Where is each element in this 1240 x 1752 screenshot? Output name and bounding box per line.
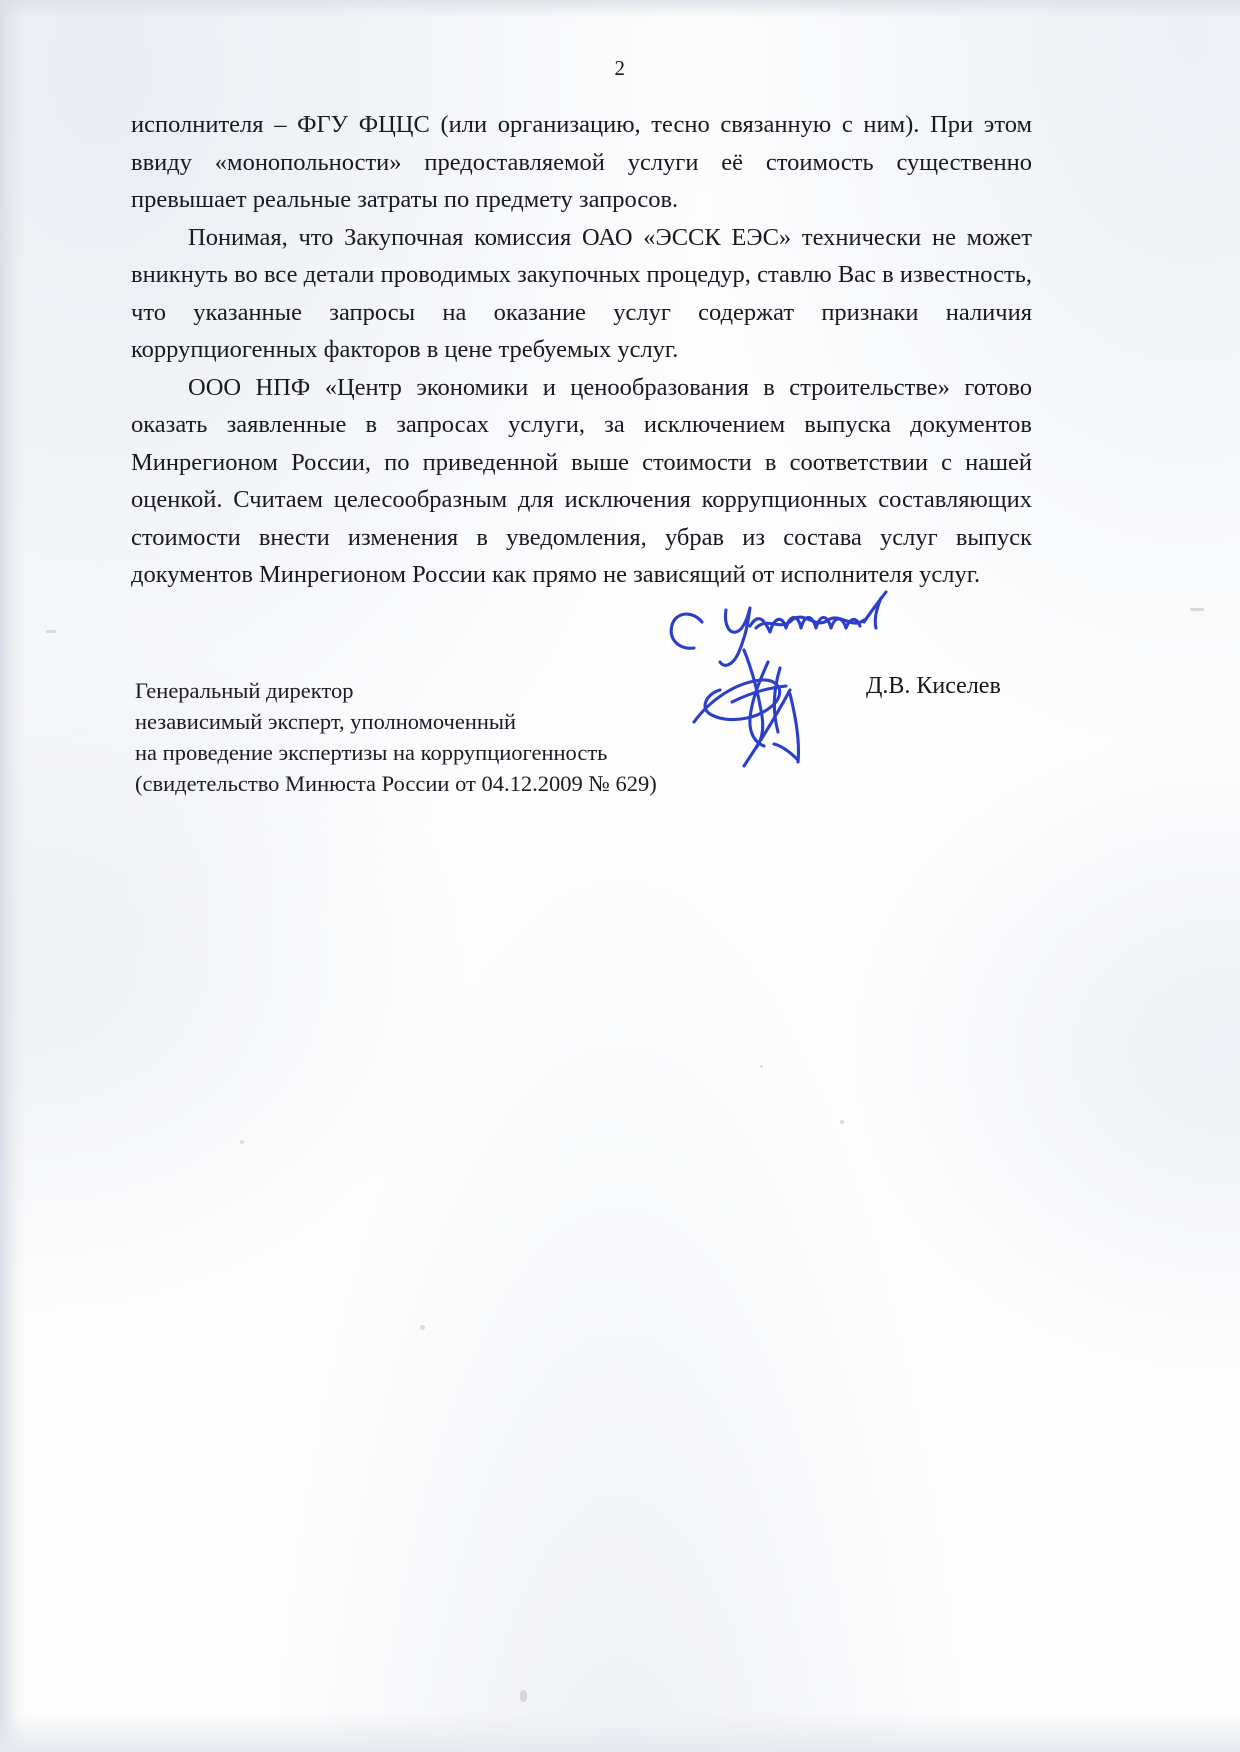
scan-edge-top [0, 0, 1240, 18]
scan-speck [520, 1690, 527, 1702]
document-body [131, 106, 1032, 594]
page-number: 2 [614, 56, 626, 80]
scan-speck [46, 630, 56, 633]
scan-speck [840, 1120, 844, 1124]
signatory-title-line-1: Генеральный директор [135, 678, 354, 703]
signatory-title-line-3: на проведение экспертизы на коррупциогенность [135, 740, 608, 765]
scan-speck [420, 1325, 425, 1330]
signatory-title-line-2: независимый эксперт, уполномоченный [135, 709, 517, 734]
signatory-certificate-line: (свидетельство Минюста России от 04.12.2009 № 629) [135, 771, 657, 796]
scan-speck [1190, 608, 1204, 611]
paragraph-1: исполнителя – ФГУ ФЦЦС (или организацию, тесно связанную с ним). При этом ввиду «монопольности» предоставляемой услуги её стоимость существенно превышает реальные затраты по предмету запросов. [131, 111, 1032, 213]
signatory-title-block [135, 675, 657, 799]
paragraph-3: ООО НПФ «Центр экономики и ценообразования в строительстве» готово оказать заявленные в запросах услуги, за исключением выпуска документов Минрегионом России, по приведенной выше стоимости в соответствии с нашей оценкой. Считаем целесообразным для исключения коррупционных составляющих стоимости внести изменения в уведомления, убрав из состава услуг выпуск документов Минрегионом России как прямо не зависящий от исполнителя услуг. [131, 373, 1032, 588]
signer-name: Д.В. Киселев [866, 673, 1001, 699]
paragraph-2: Понимая, что Закупочная комиссия ОАО «ЭССК ЕЭС» технически не может вникнуть во все детали проводимых закупочных процедур, ставлю Вас в известность, что указанные запросы на оказание услуг содержат признаки наличия коррупциогенных факторов в цене требуемых услуг. [131, 223, 1032, 363]
scan-speck [240, 1140, 244, 1144]
scan-edge-left [0, 0, 26, 1752]
scan-edge-bottom [0, 1712, 1240, 1752]
scan-speck [760, 1065, 763, 1068]
